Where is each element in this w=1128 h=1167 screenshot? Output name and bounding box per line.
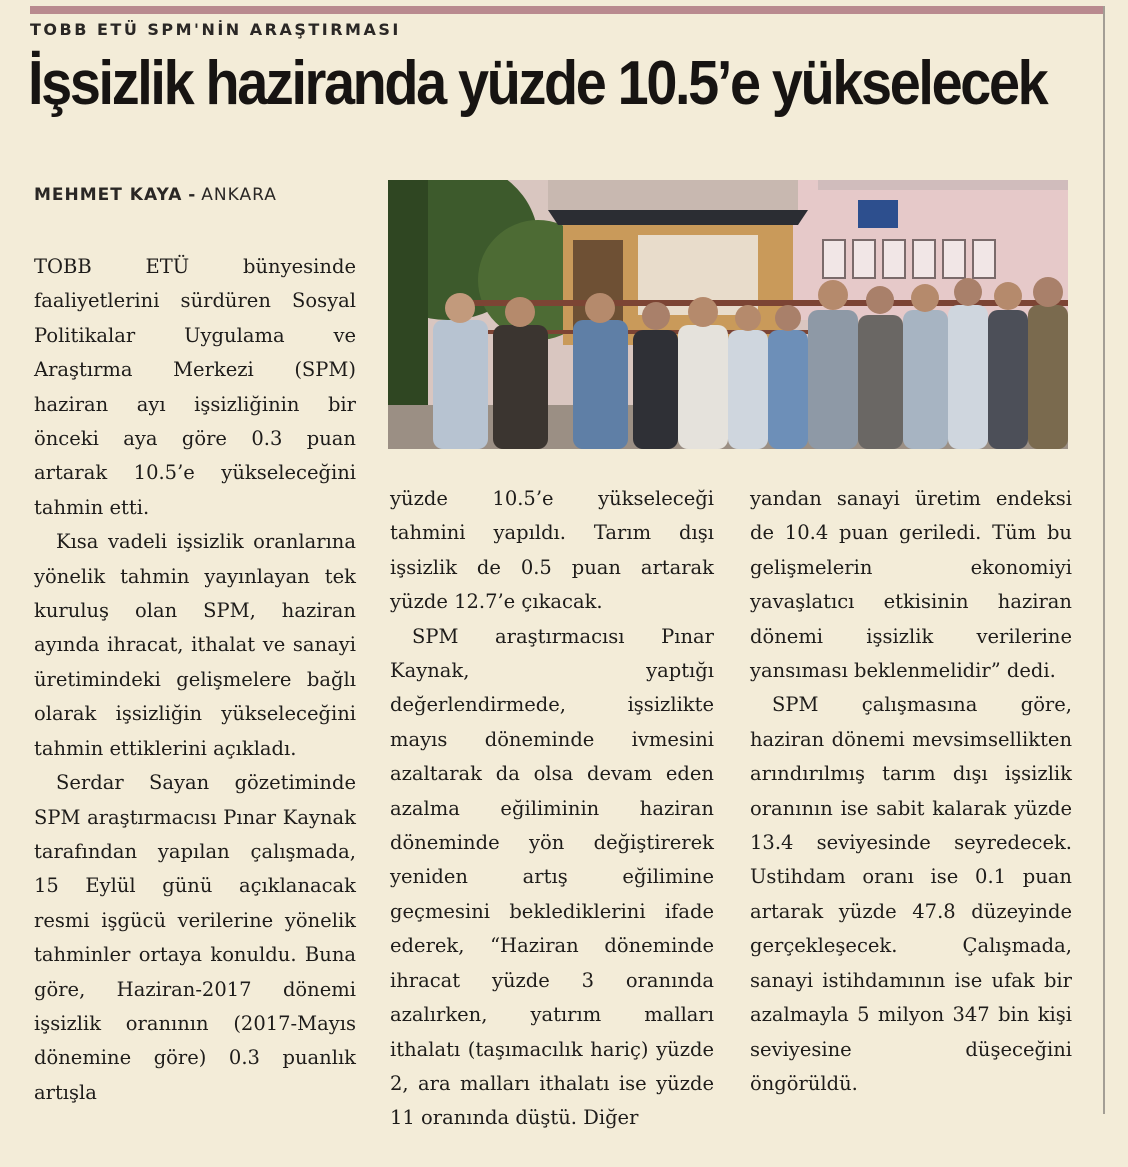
paragraph: Kısa vadeli işsizlik oranlarına yönelik tahmin yayınlayan tek kuruluş olan SPM, haziran ayında ihracat, ithalat ve sanayi üretimindeki gelişmelere bağlı olarak işsizliğin yükseleceğini tahmin ettiklerini açıkladı.	[34, 530, 356, 760]
byline-location: ANKARA	[201, 185, 277, 205]
article-column-2	[390, 482, 714, 1136]
column-rule	[1103, 6, 1105, 1114]
paragraph: yüzde 10.5’e yükseleceği tahmini yapıldı. Tarım dışı işsizlik de 0.5 puan artarak yüzde 12.7’e çıkacak.	[390, 487, 714, 614]
kicker: TOBB ETÜ SPM'NİN ARAŞTIRMASI	[30, 20, 401, 39]
top-color-rule	[30, 6, 1103, 14]
article-column-3	[750, 482, 1072, 1101]
news-photo	[388, 180, 1068, 449]
paragraph: SPM araştırmacısı Pınar Kaynak, yaptığı değerlendirmede, işsizlikte mayıs döneminde ivmesini azaltarak da olsa devam eden azalma eğiliminin haziran döneminde yön değiştirerek yeniden artış eğilimine geçmesini beklediklerini ifade ederek, “Haziran döneminde ihracat yüzde 3 oranında azalırken, yatırım malları ithalatı (taşımacılık hariç) yüzde 2, ara malları ithalatı ise yüzde 11 oranında düştü. Diğer	[390, 624, 714, 1130]
paragraph: SPM çalışmasına göre, haziran dönemi mevsimsellikten arındırılmış tarım dışı işsizlik oranının ise sabit kalarak yüzde 13.4 seviyesinde seyredecek. Ustihdam oranı ise 0.1 puan artarak yüzde 47.8 düzeyinde gerçekleşecek. Çalışmada, sanayi istihdamının ise ufak bir azalmayla 5 milyon 347 bin kişi seviyesine düşeceğini öngörüldü.	[750, 693, 1072, 1095]
byline-separator: -	[182, 185, 202, 205]
byline	[34, 185, 277, 205]
headline: İşsizlik haziranda yüzde 10.5’e yükselecek	[28, 49, 1047, 118]
paragraph: yandan sanayi üretim endeksi de 10.4 puan geriledi. Tüm bu gelişmelerin ekonomiyi yavaşlatıcı etkisinin haziran dönemi işsizlik verilerine yansıması beklenmelidir” dedi.	[750, 487, 1072, 683]
paragraph: Serdar Sayan gözetiminde SPM araştırmacısı Pınar Kaynak tarafından yapılan çalışmada, 15 Eylül günü açıklanacak resmi işgücü verilerine yönelik tahminler ortaya konuldu. Buna göre, Haziran-2017 dönemi işsizlik oranının (2017-Mayıs dönemine göre) 0.3 puanlık artışla	[34, 771, 356, 1104]
paragraph: TOBB ETÜ bünyesinde faaliyetlerini sürdüren Sosyal Politikalar Uygulama ve Araştırma Merkezi (SPM) haziran ayı işsizliğinin bir önceki aya göre 0.3 puan artarak 10.5’e yükseleceğini tahmin etti.	[34, 255, 356, 519]
byline-author: MEHMET KAYA	[34, 185, 183, 205]
article-column-1	[34, 250, 356, 1110]
